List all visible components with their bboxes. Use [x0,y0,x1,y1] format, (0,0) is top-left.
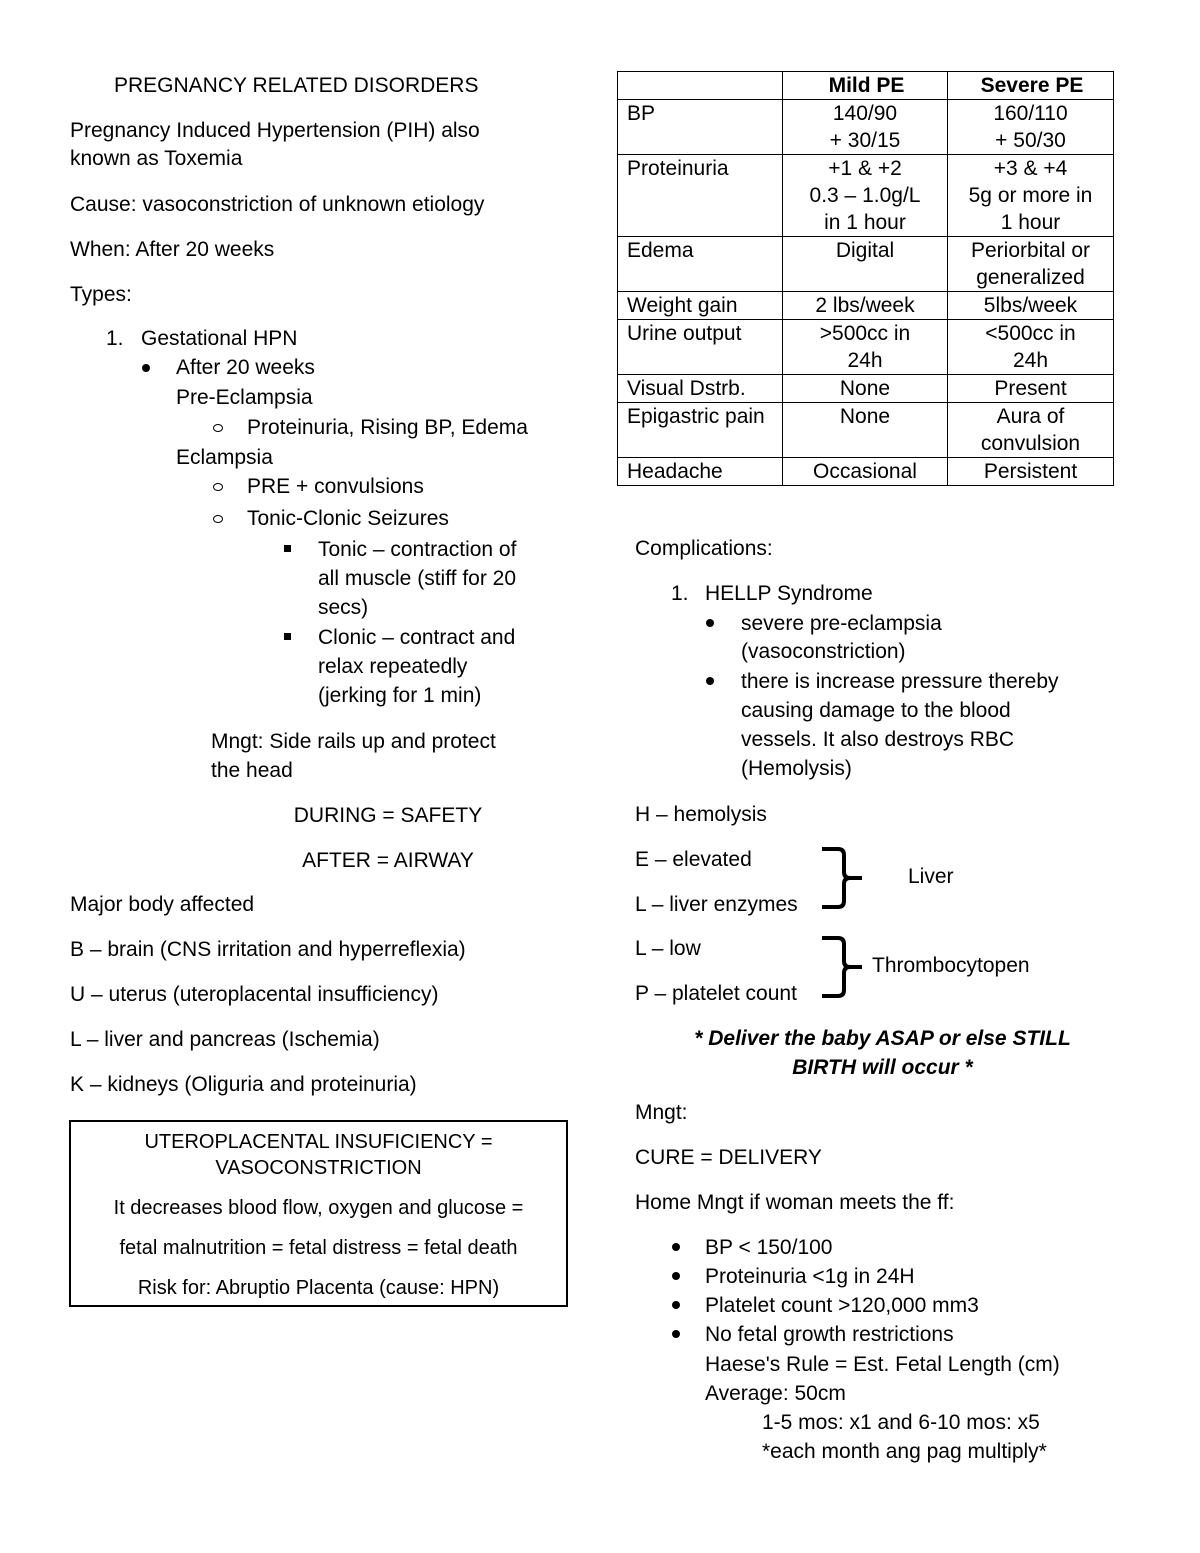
hellp-bullet-1-line-2: (vasoconstriction) [741,640,906,663]
major-body-heading: Major body affected [70,893,255,916]
bullet-icon [672,1301,680,1309]
square-bullet-icon [284,545,291,552]
box-line-5: Risk for: Abruptio Placenta (cause: HPN) [137,1277,500,1299]
list-number: 1. [671,582,689,605]
severe-cell: 160/110 + 50/30 [948,100,1114,155]
hellp-e: E – elevated [635,848,752,871]
hellp-l2: L – low [635,937,701,960]
severe-cell: <500cc in 24h [948,320,1114,375]
square-bullet-icon [284,633,291,640]
severe-cell: Persistent [948,458,1114,486]
bullet-icon [672,1272,680,1280]
row-label: Headache [618,458,783,486]
table-row [618,155,1114,237]
pe-comparison-table [617,71,1114,486]
mngt-heading: Mngt: [635,1101,688,1124]
home-item-platelet: Platelet count >120,000 mm3 [705,1294,979,1317]
home-mngt-heading: Home Mngt if woman meets the ff: [635,1191,955,1214]
mild-cell: None [783,375,948,403]
gestational-hpn: Gestational HPN [141,327,298,350]
bullet-icon [672,1330,680,1338]
mngt-line-1: Mngt: Side rails up and protect [211,730,496,753]
table-row [618,100,1114,155]
after-20-weeks: After 20 weeks [176,356,315,379]
during-safety: DURING = SAFETY [293,804,483,827]
types-heading: Types: [70,283,132,306]
mild-cell: +1 & +2 0.3 – 1.0g/L in 1 hour [783,155,948,237]
mild-cell: 140/90 + 30/15 [783,100,948,155]
severe-cell: +3 & +4 5g or more in 1 hour [948,155,1114,237]
hellp-syndrome: HELLP Syndrome [705,582,873,605]
pre-eclampsia-heading: Pre-Eclampsia [176,386,313,409]
hellp-bullet-2-line-2: causing damage to the blood [741,699,1011,722]
table-row [618,320,1114,375]
severe-cell: 5lbs/week [948,292,1114,320]
hellp-bullet-2-line-4: (Hemolysis) [741,757,852,780]
bullet-icon [706,677,714,685]
table-row [618,458,1114,486]
bullet-icon [706,619,714,627]
eclampsia-heading: Eclampsia [176,446,273,469]
clonic-line-3: (jerking for 1 min) [318,684,482,707]
pih-line-2: known as Toxemia [70,147,243,170]
clonic-line-1: Clonic – contract and [318,626,516,649]
mild-cell: Digital [783,237,948,292]
box-line-1: UTEROPLACENTAL INSUFICIENCY = [144,1131,493,1153]
bullet-icon [142,364,150,372]
bulk-kidneys: K – kidneys (Oliguria and proteinuria) [70,1073,417,1096]
thrombocytopenia-label: Thrombocytopen [872,954,1030,977]
table-header-cell: Severe PE [948,72,1114,100]
tonic-line-3: secs) [318,596,369,619]
box-line-3: It decreases blood flow, oxygen and glucose = [113,1197,524,1219]
uteroplacental-box [69,1120,568,1307]
home-item-bp: BP < 150/100 [705,1236,833,1259]
mild-cell: Occasional [783,458,948,486]
thrombo-brace-icon [818,935,864,999]
row-label: Edema [618,237,783,292]
row-label: BP [618,100,783,155]
mild-cell: 2 lbs/week [783,292,948,320]
average-length: Average: 50cm [705,1382,846,1405]
severe-cell: Periorbital or generalized [948,237,1114,292]
eclampsia-sign-1: PRE + convulsions [247,475,424,498]
table-row [618,403,1114,458]
circle-bullet-icon [213,424,223,432]
tonic-line-2: all muscle (stiff for 20 [318,567,517,590]
table-row [618,375,1114,403]
circle-bullet-icon [213,515,223,523]
page-title: PREGNANCY RELATED DISORDERS [114,74,479,97]
cure-delivery: CURE = DELIVERY [635,1146,822,1169]
pih-line-1: Pregnancy Induced Hypertension (PIH) also [70,119,480,142]
months-multiplier: 1-5 mos: x1 and 6-10 mos: x5 [762,1411,1040,1434]
row-label: Visual Dstrb. [618,375,783,403]
table-header-cell [618,72,783,100]
table-row [618,292,1114,320]
row-label: Epigastric pain [618,403,783,458]
mngt-line-2: the head [211,759,293,782]
haese-rule: Haese's Rule = Est. Fetal Length (cm) [705,1353,1060,1376]
severe-cell: Aura of convulsion [948,403,1114,458]
mild-cell: >500cc in 24h [783,320,948,375]
clonic-line-2: relax repeatedly [318,655,468,678]
liver-label: Liver [908,865,954,888]
home-item-fetal-growth: No fetal growth restrictions [705,1323,954,1346]
mild-cell: None [783,403,948,458]
bulk-brain: B – brain (CNS irritation and hyperreflexia) [70,938,466,961]
table-header-row [618,72,1114,100]
each-month-note: *each month ang pag multiply* [762,1440,1047,1463]
circle-bullet-icon [213,483,223,491]
box-line-2: VASOCONSTRICTION [215,1157,422,1179]
bullet-icon [672,1243,680,1251]
when-text: When: After 20 weeks [70,238,275,261]
hellp-bullet-2-line-3: vessels. It also destroys RBC [741,728,1015,751]
deliver-warning-line-1: * Deliver the baby ASAP or else STILL [694,1027,1071,1050]
hellp-bullet-2-line-1: there is increase pressure thereby [741,670,1059,693]
tonic-line-1: Tonic – contraction of [318,538,517,561]
liver-brace-icon [818,846,864,910]
deliver-warning-line-2: BIRTH will occur * [792,1056,973,1079]
row-label: Weight gain [618,292,783,320]
after-airway: AFTER = AIRWAY [302,849,474,872]
box-line-4: fetal malnutrition = fetal distress = fetal death [119,1237,518,1259]
complications-heading: Complications: [635,537,773,560]
cause-text: Cause: vasoconstriction of unknown etiology [70,193,485,216]
bulk-uterus: U – uterus (uteroplacental insufficiency) [70,983,439,1006]
hellp-bullet-1-line-1: severe pre-eclampsia [741,612,942,635]
hellp-l1: L – liver enzymes [635,893,798,916]
home-item-proteinuria: Proteinuria <1g in 24H [705,1265,915,1288]
eclampsia-sign-2: Tonic-Clonic Seizures [247,507,449,530]
hellp-h: H – hemolysis [635,803,767,826]
severe-cell: Present [948,375,1114,403]
row-label: Urine output [618,320,783,375]
bulk-liver: L – liver and pancreas (Ischemia) [70,1028,380,1051]
pre-eclampsia-signs: Proteinuria, Rising BP, Edema [247,416,528,439]
hellp-p: P – platelet count [635,982,797,1005]
row-label: Proteinuria [618,155,783,237]
table-row [618,237,1114,292]
table-header-cell: Mild PE [783,72,948,100]
list-number: 1. [106,327,124,350]
